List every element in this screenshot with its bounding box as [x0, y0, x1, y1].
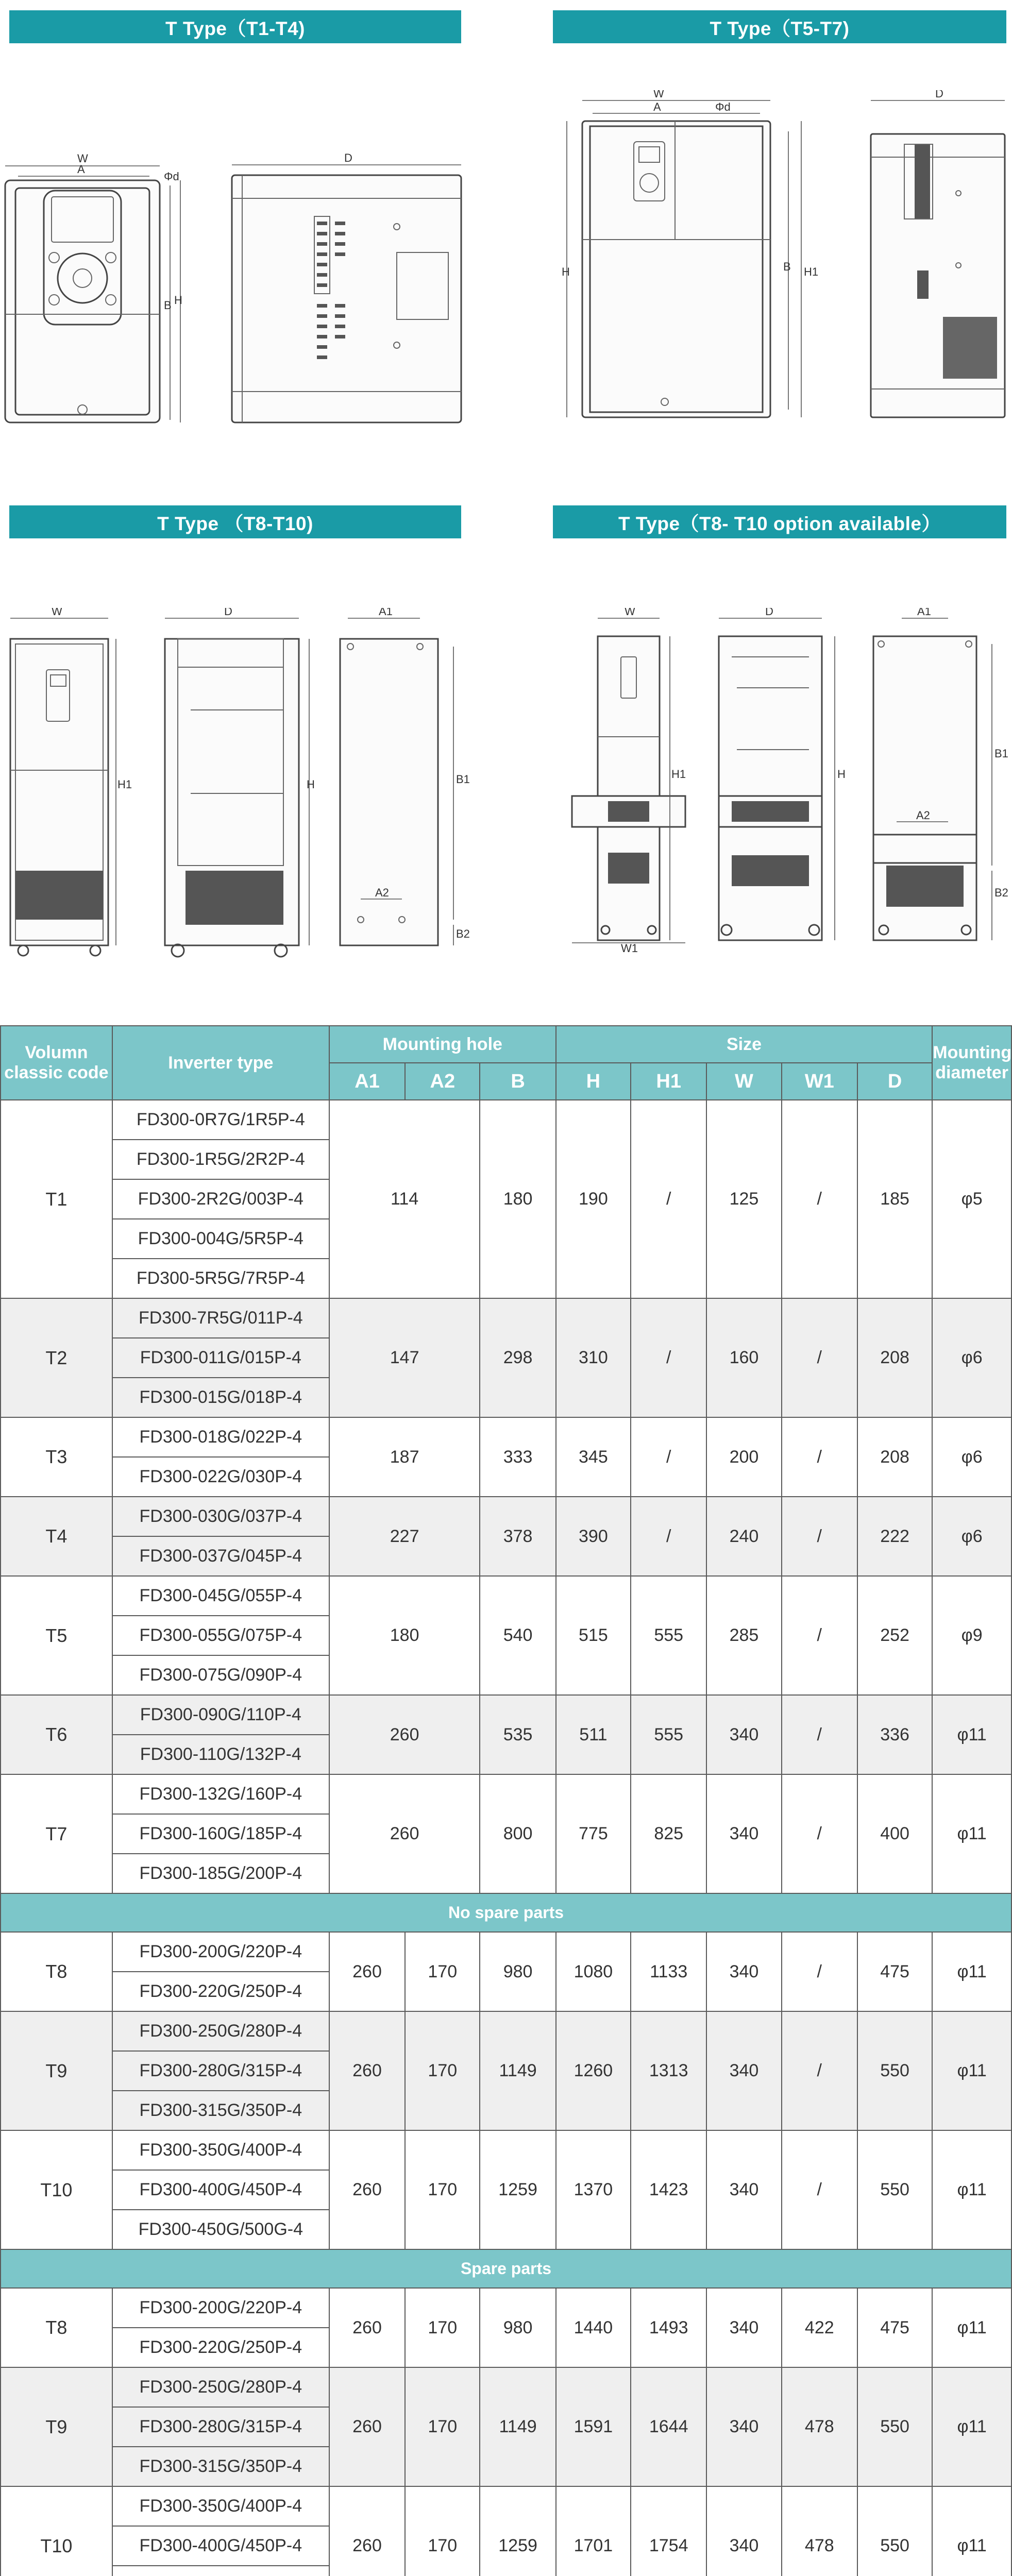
cell-b: 1259 — [480, 2130, 555, 2249]
cell-a1: 260 — [329, 2486, 405, 2576]
cell-w: 340 — [706, 1774, 781, 1893]
table-row — [1, 2011, 1011, 2051]
cell-model: FD300-350G/400P-4 — [112, 2130, 329, 2170]
cell-h1: / — [631, 1497, 706, 1576]
table-row — [1, 2288, 1011, 2328]
dim-label-h: H — [174, 294, 182, 307]
cell-model: FD300-090G/110P-4 — [112, 1695, 329, 1735]
cell-model: FD300-450G/500G-4 — [112, 2210, 329, 2249]
cell-h1: 1423 — [631, 2130, 706, 2249]
cell-diameter: φ9 — [932, 1576, 1011, 1695]
cell-w1: / — [782, 1774, 857, 1893]
cell-d: 550 — [857, 2130, 932, 2249]
cell-model: FD300-7R5G/011P-4 — [112, 1298, 329, 1338]
dim-label-b1: B1 — [994, 747, 1008, 760]
cell-code: T5 — [1, 1576, 112, 1695]
cell-w: 160 — [706, 1298, 781, 1417]
table-row — [1, 1576, 1011, 1616]
header-type: Inverter type — [112, 1026, 329, 1100]
cell-model: FD300-200G/220P-4 — [112, 2288, 329, 2328]
cell-w1: / — [782, 1497, 857, 1576]
cell-a1: 260 — [329, 2288, 405, 2367]
dim-label-w1: W1 — [621, 942, 638, 953]
dim-label-w: W — [52, 608, 62, 618]
cell-diameter: φ11 — [932, 2486, 1011, 2576]
cell-model — [112, 2566, 329, 2576]
cell-model: FD300-110G/132P-4 — [112, 1735, 329, 1774]
header-d: D — [857, 1063, 932, 1100]
header-h1: H1 — [631, 1063, 706, 1100]
drawing-t8-t10-front — [0, 608, 134, 969]
cell-d: 208 — [857, 1417, 932, 1497]
cell-w1: / — [782, 1298, 857, 1417]
cell-w: 340 — [706, 2367, 781, 2486]
cell-model: FD300-1R5G/2R2P-4 — [112, 1140, 329, 1179]
cell-d: 185 — [857, 1100, 932, 1298]
drawing-t8-t10-side — [155, 608, 325, 969]
header-b: B — [480, 1063, 555, 1100]
cell-model: FD300-315G/350P-4 — [112, 2091, 329, 2130]
cell-w: 340 — [706, 1932, 781, 2011]
cell-model: FD300-5R5G/7R5P-4 — [112, 1259, 329, 1298]
cell-model: FD300-037G/045P-4 — [112, 1536, 329, 1576]
cell-h: 190 — [556, 1100, 631, 1298]
cell-code: T4 — [1, 1497, 112, 1576]
cell-a2: 170 — [405, 2011, 480, 2130]
section-spare-parts-label: Spare parts — [1, 2249, 1011, 2288]
dim-label-h1: H1 — [117, 778, 132, 791]
cell-b: 980 — [480, 1932, 555, 2011]
cell-d: 208 — [857, 1298, 932, 1417]
cell-d: 336 — [857, 1695, 932, 1774]
table-body — [1, 1100, 1011, 2576]
cell-w: 200 — [706, 1417, 781, 1497]
drawing-option-mounting — [866, 608, 1010, 953]
cell-model: FD300-350G/400P-4 — [112, 2486, 329, 2526]
cell-w1: / — [782, 1695, 857, 1774]
dim-label-h: H — [562, 265, 570, 278]
cell-b: 333 — [480, 1417, 555, 1497]
cell-w1: 478 — [782, 2486, 857, 2576]
cell-code: T8 — [1, 1932, 112, 2011]
cell-b: 980 — [480, 2288, 555, 2367]
table-row — [1, 2130, 1011, 2170]
table-row — [1, 2486, 1011, 2526]
cell-a2: 170 — [405, 2367, 480, 2486]
cell-h: 1260 — [556, 2011, 631, 2130]
dim-label-w: W — [625, 608, 635, 618]
cell-a: 227 — [329, 1497, 480, 1576]
cell-diameter: φ11 — [932, 1932, 1011, 2011]
cell-model: FD300-280G/315P-4 — [112, 2407, 329, 2447]
cell-d: 475 — [857, 1932, 932, 2011]
header-a2: A2 — [405, 1063, 480, 1100]
dim-label-a2: A2 — [916, 809, 930, 822]
cell-code: T3 — [1, 1417, 112, 1497]
cell-code: T1 — [1, 1100, 112, 1298]
dim-label-w: W — [653, 90, 664, 100]
cell-code: T7 — [1, 1774, 112, 1893]
dimension-table — [0, 1025, 1012, 2576]
cell-diameter: φ11 — [932, 1695, 1011, 1774]
cell-a1: 260 — [329, 1932, 405, 2011]
table-row — [1, 1932, 1011, 1972]
cell-d: 400 — [857, 1774, 932, 1893]
drawing-t8-t10-mounting — [330, 608, 474, 969]
drawing-t1-t4-side — [227, 149, 469, 438]
header-code: Volumn classic code — [1, 1026, 112, 1100]
banner-t1-t4: T Type（T1-T4) — [9, 10, 461, 43]
cell-code: T8 — [1, 2288, 112, 2367]
dim-label-b: B — [164, 299, 172, 312]
cell-h: 1701 — [556, 2486, 631, 2576]
cell-diameter: φ6 — [932, 1417, 1011, 1497]
header-size: Size — [556, 1026, 932, 1063]
cell-model: FD300-315G/350P-4 — [112, 2447, 329, 2486]
banner-t8-t10-option: T Type（T8- T10 option available） — [553, 505, 1006, 538]
dim-label-a1: A1 — [917, 608, 931, 618]
cell-model: FD300-022G/030P-4 — [112, 1457, 329, 1497]
cell-w: 340 — [706, 2486, 781, 2576]
banner-t5-t7: T Type（T5-T7) — [553, 10, 1006, 43]
cell-w: 340 — [706, 2288, 781, 2367]
dim-label-h1: H1 — [804, 265, 819, 278]
cell-model: FD300-2R2G/003P-4 — [112, 1179, 329, 1219]
cell-w1: / — [782, 2011, 857, 2130]
cell-w: 340 — [706, 1695, 781, 1774]
cell-h: 1370 — [556, 2130, 631, 2249]
cell-diameter: φ11 — [932, 1774, 1011, 1893]
dim-label-a2: A2 — [375, 886, 389, 899]
dim-label-b2: B2 — [456, 927, 470, 940]
banner-t8-t10: T Type （T8-T10) — [9, 505, 461, 538]
cell-w1: / — [782, 1100, 857, 1298]
table-row — [1, 1695, 1011, 1735]
cell-h1: 555 — [631, 1576, 706, 1695]
cell-model: FD300-018G/022P-4 — [112, 1417, 329, 1457]
cell-h1: 825 — [631, 1774, 706, 1893]
table-row — [1, 1774, 1011, 1814]
cell-w: 125 — [706, 1100, 781, 1298]
dim-label-d: D — [344, 151, 352, 164]
drawing-option-front — [559, 608, 698, 953]
cell-a2: 170 — [405, 2130, 480, 2249]
drawing-t5-t7-front — [562, 90, 835, 435]
cell-w: 285 — [706, 1576, 781, 1695]
section-spare-parts — [1, 2249, 1011, 2288]
cell-h: 390 — [556, 1497, 631, 1576]
cell-code: T10 — [1, 2130, 112, 2249]
cell-b: 1259 — [480, 2486, 555, 2576]
cell-b: 378 — [480, 1497, 555, 1576]
dim-label-phi: Φd — [164, 170, 179, 183]
drawing-t1-t4-front — [0, 139, 237, 438]
cell-h1: / — [631, 1417, 706, 1497]
cell-b: 535 — [480, 1695, 555, 1774]
cell-h1: / — [631, 1100, 706, 1298]
header-a1: A1 — [329, 1063, 405, 1100]
cell-b: 540 — [480, 1576, 555, 1695]
header-w1: W1 — [782, 1063, 857, 1100]
drawing-option-side — [711, 608, 855, 953]
cell-b: 800 — [480, 1774, 555, 1893]
cell-code: T9 — [1, 2011, 112, 2130]
cell-diameter: φ11 — [932, 2288, 1011, 2367]
cell-h1: 1493 — [631, 2288, 706, 2367]
cell-model: FD300-132G/160P-4 — [112, 1774, 329, 1814]
header-w: W — [706, 1063, 781, 1100]
cell-w1: / — [782, 2130, 857, 2249]
header-h: H — [556, 1063, 631, 1100]
cell-a1: 260 — [329, 2130, 405, 2249]
dim-label-d: D — [765, 608, 773, 618]
cell-h: 345 — [556, 1417, 631, 1497]
cell-h: 511 — [556, 1695, 631, 1774]
cell-h1: / — [631, 1298, 706, 1417]
cell-a: 180 — [329, 1576, 480, 1695]
cell-w1: / — [782, 1417, 857, 1497]
dim-label-a: A — [653, 100, 661, 113]
header-mounting-diameter: Mounting diameter — [932, 1026, 1011, 1100]
cell-a: 260 — [329, 1774, 480, 1893]
cell-a2: 170 — [405, 1932, 480, 2011]
cell-a: 114 — [329, 1100, 480, 1298]
cell-model: FD300-250G/280P-4 — [112, 2011, 329, 2051]
dim-label-d: D — [935, 90, 943, 100]
cell-a: 260 — [329, 1695, 480, 1774]
cell-model: FD300-220G/250P-4 — [112, 1972, 329, 2011]
dim-label-h1: H1 — [671, 768, 686, 781]
cell-h: 1080 — [556, 1932, 631, 2011]
dim-label-a: A — [77, 163, 85, 176]
table-row — [1, 2367, 1011, 2407]
dim-label-b1: B1 — [456, 773, 470, 786]
cell-w1: 422 — [782, 2288, 857, 2367]
dim-label-h: H — [837, 768, 846, 781]
cell-model: FD300-185G/200P-4 — [112, 1854, 329, 1893]
cell-h: 1591 — [556, 2367, 631, 2486]
cell-w: 340 — [706, 2011, 781, 2130]
dim-label-b: B — [783, 260, 791, 273]
cell-code: T6 — [1, 1695, 112, 1774]
dim-label-w: W — [77, 152, 88, 165]
dim-label-d: D — [224, 608, 232, 618]
cell-model: FD300-011G/015P-4 — [112, 1338, 329, 1378]
cell-h1: 1313 — [631, 2011, 706, 2130]
cell-w: 240 — [706, 1497, 781, 1576]
cell-b: 180 — [480, 1100, 555, 1298]
cell-model: FD300-160G/185P-4 — [112, 1814, 329, 1854]
cell-d: 550 — [857, 2486, 932, 2576]
cell-diameter: φ6 — [932, 1298, 1011, 1417]
cell-b: 298 — [480, 1298, 555, 1417]
cell-code: T10 — [1, 2486, 112, 2576]
cell-code: T2 — [1, 1298, 112, 1417]
drawing-t5-t7-side — [866, 90, 1010, 430]
cell-diameter: φ6 — [932, 1497, 1011, 1576]
cell-diameter: φ11 — [932, 2367, 1011, 2486]
dim-label-h: H — [307, 778, 315, 791]
cell-model: FD300-004G/5R5P-4 — [112, 1219, 329, 1259]
cell-d: 550 — [857, 2367, 932, 2486]
cell-model: FD300-220G/250P-4 — [112, 2328, 329, 2367]
cell-d: 252 — [857, 1576, 932, 1695]
table-row — [1, 1298, 1011, 1338]
cell-b: 1149 — [480, 2367, 555, 2486]
cell-model: FD300-015G/018P-4 — [112, 1378, 329, 1417]
cell-h1: 1754 — [631, 2486, 706, 2576]
cell-diameter: φ5 — [932, 1100, 1011, 1298]
cell-h: 310 — [556, 1298, 631, 1417]
cell-w: 340 — [706, 2130, 781, 2249]
cell-w1: / — [782, 1932, 857, 2011]
cell-a: 147 — [329, 1298, 480, 1417]
cell-w1: / — [782, 1576, 857, 1695]
section-no-spare-parts-label: No spare parts — [1, 1893, 1011, 1932]
cell-model: FD300-250G/280P-4 — [112, 2367, 329, 2407]
cell-a2: 170 — [405, 2288, 480, 2367]
cell-a1: 260 — [329, 2367, 405, 2486]
cell-model: FD300-075G/090P-4 — [112, 1655, 329, 1695]
table-row — [1, 1417, 1011, 1457]
cell-h1: 1133 — [631, 1932, 706, 2011]
cell-model: FD300-0R7G/1R5P-4 — [112, 1100, 329, 1140]
dim-label-phi: Φd — [715, 100, 731, 113]
cell-h: 1440 — [556, 2288, 631, 2367]
cell-h: 775 — [556, 1774, 631, 1893]
cell-a: 187 — [329, 1417, 480, 1497]
cell-model: FD300-400G/450P-4 — [112, 2170, 329, 2210]
cell-model: FD300-055G/075P-4 — [112, 1616, 329, 1655]
cell-a2: 170 — [405, 2486, 480, 2576]
dim-label-a1: A1 — [379, 608, 393, 618]
cell-model: FD300-280G/315P-4 — [112, 2051, 329, 2091]
cell-w1: 478 — [782, 2367, 857, 2486]
cell-diameter: φ11 — [932, 2130, 1011, 2249]
cell-model: FD300-045G/055P-4 — [112, 1576, 329, 1616]
cell-h1: 555 — [631, 1695, 706, 1774]
cell-code: T9 — [1, 2367, 112, 2486]
cell-model: FD300-200G/220P-4 — [112, 1932, 329, 1972]
section-no-spare-parts — [1, 1893, 1011, 1932]
cell-b: 1149 — [480, 2011, 555, 2130]
header-mounting-hole: Mounting hole — [329, 1026, 556, 1063]
dim-label-b2: B2 — [994, 886, 1008, 899]
cell-d: 475 — [857, 2288, 932, 2367]
cell-model: FD300-400G/450P-4 — [112, 2526, 329, 2566]
cell-h1: 1644 — [631, 2367, 706, 2486]
cell-d: 550 — [857, 2011, 932, 2130]
table-row — [1, 1497, 1011, 1536]
cell-a1: 260 — [329, 2011, 405, 2130]
table-row — [1, 1100, 1011, 1140]
cell-model: FD300-030G/037P-4 — [112, 1497, 329, 1536]
cell-h: 515 — [556, 1576, 631, 1695]
cell-diameter: φ11 — [932, 2011, 1011, 2130]
cell-d: 222 — [857, 1497, 932, 1576]
